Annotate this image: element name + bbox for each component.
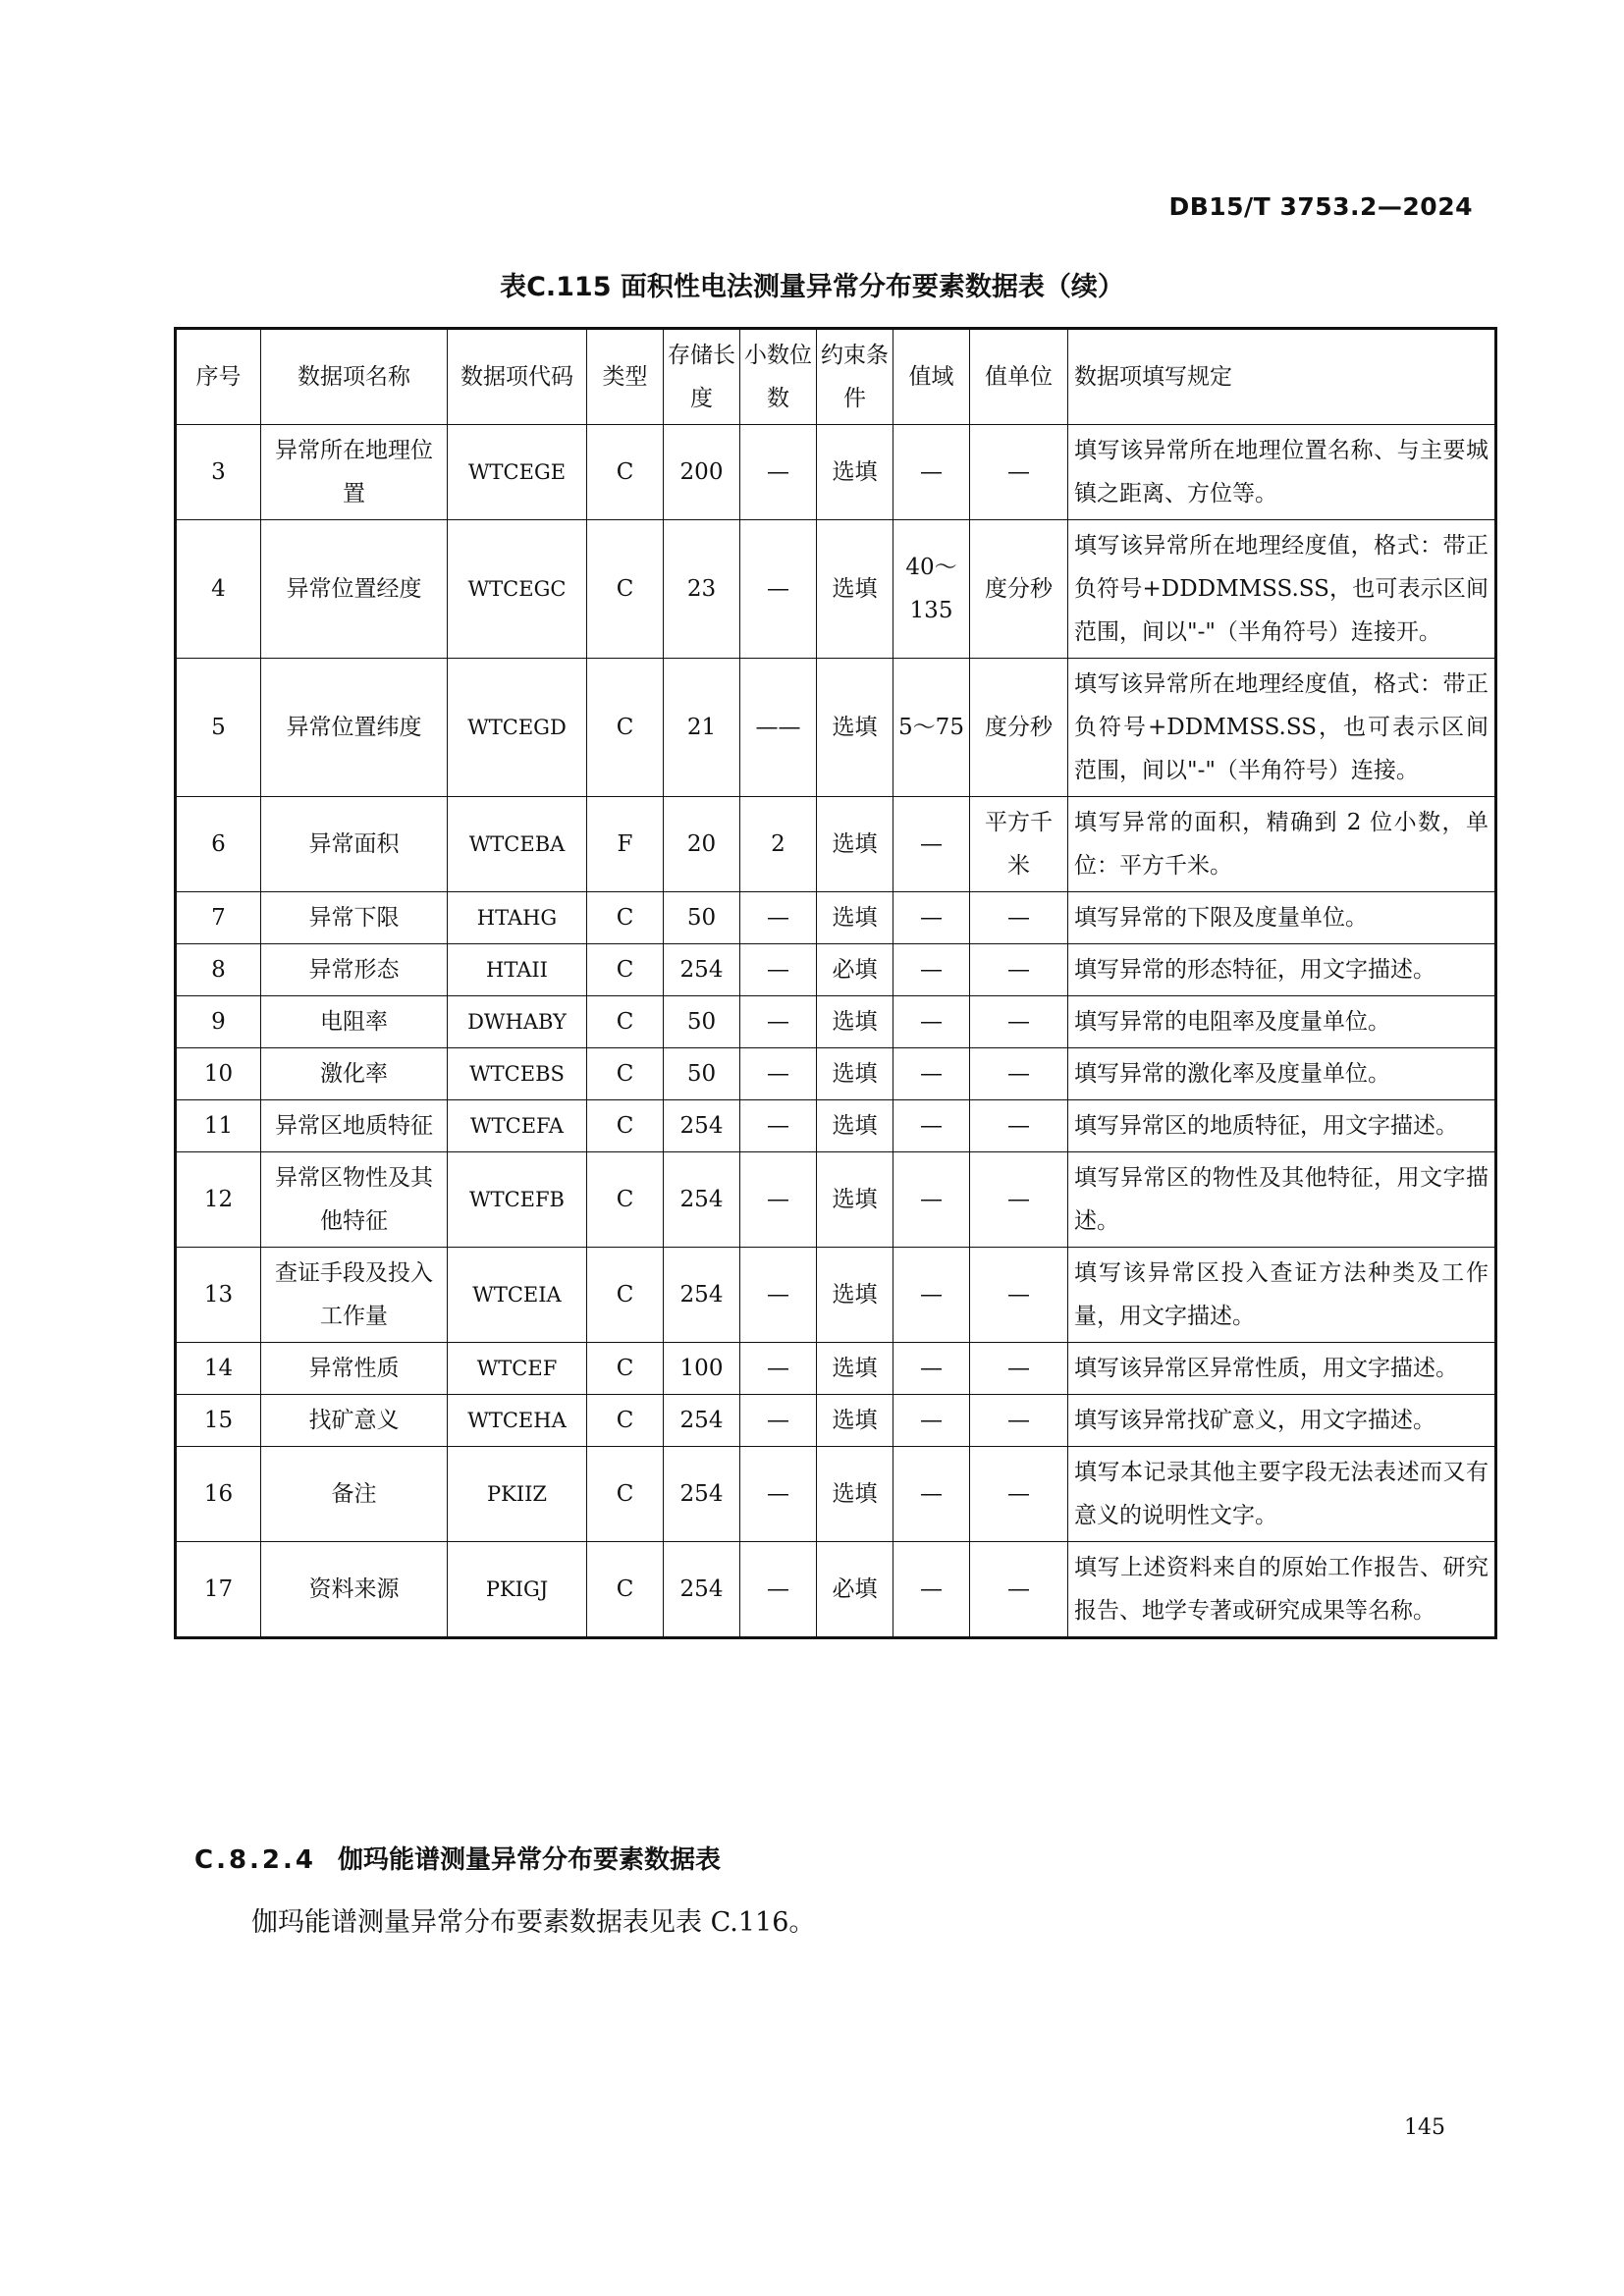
cell-name: 找矿意义 — [261, 1395, 448, 1447]
cell-rule: 填写异常的激化率及度量单位。 — [1068, 1048, 1496, 1100]
cell-type: C — [587, 892, 664, 944]
cell-domain: — — [893, 1100, 970, 1152]
cell-rule: 填写上述资料来自的原始工作报告、研究报告、地学专著或研究成果等名称。 — [1068, 1542, 1496, 1638]
page-number: 145 — [1404, 2115, 1445, 2140]
cell-type: C — [587, 1447, 664, 1542]
column-header-name: 数据项名称 — [261, 329, 448, 425]
cell-name: 异常性质 — [261, 1343, 448, 1395]
cell-unit: — — [970, 996, 1068, 1048]
cell-name: 异常形态 — [261, 944, 448, 996]
cell-decimals: — — [740, 1395, 817, 1447]
cell-name: 异常区地质特征 — [261, 1100, 448, 1152]
column-header-length: 存储长度 — [664, 329, 740, 425]
cell-seq: 12 — [176, 1152, 261, 1248]
section-title: 伽玛能谱测量异常分布要素数据表 — [337, 1845, 721, 1875]
table-row — [176, 1248, 1496, 1343]
column-header-code: 数据项代码 — [448, 329, 587, 425]
cell-name: 异常位置经度 — [261, 520, 448, 659]
cell-type: C — [587, 659, 664, 797]
column-header-type: 类型 — [587, 329, 664, 425]
cell-type: F — [587, 797, 664, 892]
cell-seq: 15 — [176, 1395, 261, 1447]
cell-seq: 7 — [176, 892, 261, 944]
cell-constraint: 选填 — [817, 425, 893, 520]
cell-unit: 度分秒 — [970, 520, 1068, 659]
cell-name: 查证手段及投入工作量 — [261, 1248, 448, 1343]
table-row — [176, 797, 1496, 892]
table-row — [176, 892, 1496, 944]
cell-domain: — — [893, 892, 970, 944]
cell-decimals: — — [740, 1048, 817, 1100]
cell-name: 备注 — [261, 1447, 448, 1542]
cell-name: 异常面积 — [261, 797, 448, 892]
column-header-decimals: 小数位数 — [740, 329, 817, 425]
column-header-domain: 值域 — [893, 329, 970, 425]
cell-length: 254 — [664, 1248, 740, 1343]
table-row — [176, 520, 1496, 659]
cell-domain: — — [893, 425, 970, 520]
cell-unit: 度分秒 — [970, 659, 1068, 797]
cell-domain: — — [893, 797, 970, 892]
cell-constraint: 选填 — [817, 1152, 893, 1248]
cell-code: PKIIZ — [448, 1447, 587, 1542]
cell-constraint: 选填 — [817, 1048, 893, 1100]
table-caption: 表C.115 面积性电法测量异常分布要素数据表（续） — [500, 272, 1124, 302]
cell-code: WTCEBA — [448, 797, 587, 892]
cell-domain: 40～135 — [893, 520, 970, 659]
cell-type: C — [587, 1542, 664, 1638]
cell-name: 资料来源 — [261, 1542, 448, 1638]
cell-decimals: — — [740, 425, 817, 520]
cell-type: C — [587, 1343, 664, 1395]
cell-name: 异常位置纬度 — [261, 659, 448, 797]
cell-code: WTCEFA — [448, 1100, 587, 1152]
cell-constraint: 选填 — [817, 1248, 893, 1343]
column-header-rule: 数据项填写规定 — [1068, 329, 1496, 425]
cell-domain: — — [893, 944, 970, 996]
cell-decimals: — — [740, 1152, 817, 1248]
cell-code: HTAHG — [448, 892, 587, 944]
cell-domain: — — [893, 996, 970, 1048]
cell-type: C — [587, 1152, 664, 1248]
cell-domain: 5～75 — [893, 659, 970, 797]
cell-length: 50 — [664, 1048, 740, 1100]
cell-domain: — — [893, 1248, 970, 1343]
cell-code: PKIGJ — [448, 1542, 587, 1638]
cell-constraint: 选填 — [817, 797, 893, 892]
cell-type: C — [587, 425, 664, 520]
cell-type: C — [587, 1395, 664, 1447]
cell-length: 200 — [664, 425, 740, 520]
cell-seq: 6 — [176, 797, 261, 892]
cell-unit: — — [970, 1542, 1068, 1638]
cell-seq: 17 — [176, 1542, 261, 1638]
cell-length: 254 — [664, 1152, 740, 1248]
cell-name: 异常下限 — [261, 892, 448, 944]
cell-decimals: — — [740, 1343, 817, 1395]
section-heading — [194, 1840, 721, 1876]
cell-rule: 填写异常区的地质特征，用文字描述。 — [1068, 1100, 1496, 1152]
cell-unit: — — [970, 425, 1068, 520]
cell-unit: — — [970, 1248, 1068, 1343]
cell-seq: 14 — [176, 1343, 261, 1395]
cell-decimals: — — [740, 892, 817, 944]
cell-unit: — — [970, 1152, 1068, 1248]
table-row — [176, 425, 1496, 520]
cell-length: 50 — [664, 996, 740, 1048]
cell-seq: 8 — [176, 944, 261, 996]
cell-domain: — — [893, 1542, 970, 1638]
cell-unit: — — [970, 944, 1068, 996]
cell-type: C — [587, 996, 664, 1048]
column-header-seq: 序号 — [176, 329, 261, 425]
cell-constraint: 选填 — [817, 996, 893, 1048]
cell-rule: 填写该异常区投入查证方法种类及工作量，用文字描述。 — [1068, 1248, 1496, 1343]
cell-unit: — — [970, 1100, 1068, 1152]
cell-unit: — — [970, 1343, 1068, 1395]
data-element-table — [174, 327, 1497, 1639]
section-number: C.8.2.4 — [194, 1845, 316, 1875]
cell-seq: 11 — [176, 1100, 261, 1152]
table-body — [176, 425, 1496, 1638]
cell-constraint: 选填 — [817, 892, 893, 944]
cell-seq: 4 — [176, 520, 261, 659]
cell-domain: — — [893, 1048, 970, 1100]
table-row — [176, 1542, 1496, 1638]
table-row — [176, 1447, 1496, 1542]
column-header-constraint: 约束条件 — [817, 329, 893, 425]
cell-length: 254 — [664, 1542, 740, 1638]
cell-rule: 填写异常区的物性及其他特征，用文字描述。 — [1068, 1152, 1496, 1248]
cell-type: C — [587, 1248, 664, 1343]
cell-name: 激化率 — [261, 1048, 448, 1100]
cell-length: 254 — [664, 1100, 740, 1152]
cell-code: WTCEF — [448, 1343, 587, 1395]
cell-rule: 填写该异常区异常性质，用文字描述。 — [1068, 1343, 1496, 1395]
cell-unit: — — [970, 1447, 1068, 1542]
cell-constraint: 选填 — [817, 520, 893, 659]
column-header-unit: 值单位 — [970, 329, 1068, 425]
table-row — [176, 944, 1496, 996]
table-row — [176, 1343, 1496, 1395]
document-code: DB15/T 3753.2—2024 — [1168, 192, 1473, 221]
cell-length: 254 — [664, 944, 740, 996]
cell-seq: 16 — [176, 1447, 261, 1542]
cell-seq: 10 — [176, 1048, 261, 1100]
table-row — [176, 659, 1496, 797]
cell-length: 254 — [664, 1447, 740, 1542]
cell-length: 100 — [664, 1343, 740, 1395]
cell-domain: — — [893, 1152, 970, 1248]
cell-decimals: — — [740, 996, 817, 1048]
cell-name: 异常所在地理位置 — [261, 425, 448, 520]
table-row — [176, 1100, 1496, 1152]
cell-unit: 平方千米 — [970, 797, 1068, 892]
cell-decimals: — — [740, 944, 817, 996]
cell-code: DWHABY — [448, 996, 587, 1048]
cell-length: 20 — [664, 797, 740, 892]
cell-constraint: 必填 — [817, 1542, 893, 1638]
cell-constraint: 选填 — [817, 659, 893, 797]
cell-domain: — — [893, 1447, 970, 1542]
table-row — [176, 1395, 1496, 1447]
table-row — [176, 1152, 1496, 1248]
cell-code: WTCEHA — [448, 1395, 587, 1447]
table-row — [176, 996, 1496, 1048]
cell-rule: 填写该异常所在地理经度值，格式：带正负符号+DDMMSS.SS，也可表示区间范围，间以"-"（半角符号）连接。 — [1068, 659, 1496, 797]
cell-decimals: 2 — [740, 797, 817, 892]
cell-rule: 填写异常的下限及度量单位。 — [1068, 892, 1496, 944]
cell-rule: 填写异常的面积，精确到 2 位小数，单位：平方千米。 — [1068, 797, 1496, 892]
cell-constraint: 必填 — [817, 944, 893, 996]
cell-type: C — [587, 1048, 664, 1100]
cell-rule: 填写异常的电阻率及度量单位。 — [1068, 996, 1496, 1048]
cell-decimals: — — [740, 1542, 817, 1638]
cell-type: C — [587, 944, 664, 996]
cell-code: WTCEGC — [448, 520, 587, 659]
cell-rule: 填写异常的形态特征，用文字描述。 — [1068, 944, 1496, 996]
table-header-row — [176, 329, 1496, 425]
cell-code: WTCEFB — [448, 1152, 587, 1248]
cell-code: WTCEGE — [448, 425, 587, 520]
cell-code: WTCEIA — [448, 1248, 587, 1343]
cell-constraint: 选填 — [817, 1100, 893, 1152]
cell-seq: 3 — [176, 425, 261, 520]
cell-seq: 5 — [176, 659, 261, 797]
cell-unit: — — [970, 1048, 1068, 1100]
cell-decimals: — — [740, 520, 817, 659]
cell-rule: 填写该异常所在地理经度值，格式：带正负符号+DDDMMSS.SS，也可表示区间范围，间以"-"（半角符号）连接开。 — [1068, 520, 1496, 659]
cell-length: 21 — [664, 659, 740, 797]
cell-length: 254 — [664, 1395, 740, 1447]
cell-name: 电阻率 — [261, 996, 448, 1048]
cell-domain: — — [893, 1395, 970, 1447]
cell-type: C — [587, 520, 664, 659]
cell-constraint: 选填 — [817, 1447, 893, 1542]
cell-rule: 填写该异常所在地理位置名称、与主要城镇之距离、方位等。 — [1068, 425, 1496, 520]
cell-rule: 填写本记录其他主要字段无法表述而又有意义的说明性文字。 — [1068, 1447, 1496, 1542]
cell-length: 50 — [664, 892, 740, 944]
cell-code: HTAII — [448, 944, 587, 996]
cell-rule: 填写该异常找矿意义，用文字描述。 — [1068, 1395, 1496, 1447]
cell-unit: — — [970, 1395, 1068, 1447]
cell-name: 异常区物性及其他特征 — [261, 1152, 448, 1248]
cell-length: 23 — [664, 520, 740, 659]
cell-constraint: 选填 — [817, 1395, 893, 1447]
cell-code: WTCEBS — [448, 1048, 587, 1100]
body-paragraph: 伽玛能谱测量异常分布要素数据表见表 C.116。 — [251, 1907, 816, 1938]
cell-constraint: 选填 — [817, 1343, 893, 1395]
cell-decimals: — — [740, 1447, 817, 1542]
cell-unit: — — [970, 892, 1068, 944]
cell-code: WTCEGD — [448, 659, 587, 797]
cell-seq: 13 — [176, 1248, 261, 1343]
cell-domain: — — [893, 1343, 970, 1395]
cell-type: C — [587, 1100, 664, 1152]
table-row — [176, 1048, 1496, 1100]
cell-decimals: —— — [740, 659, 817, 797]
cell-decimals: — — [740, 1248, 817, 1343]
cell-decimals: — — [740, 1100, 817, 1152]
cell-seq: 9 — [176, 996, 261, 1048]
